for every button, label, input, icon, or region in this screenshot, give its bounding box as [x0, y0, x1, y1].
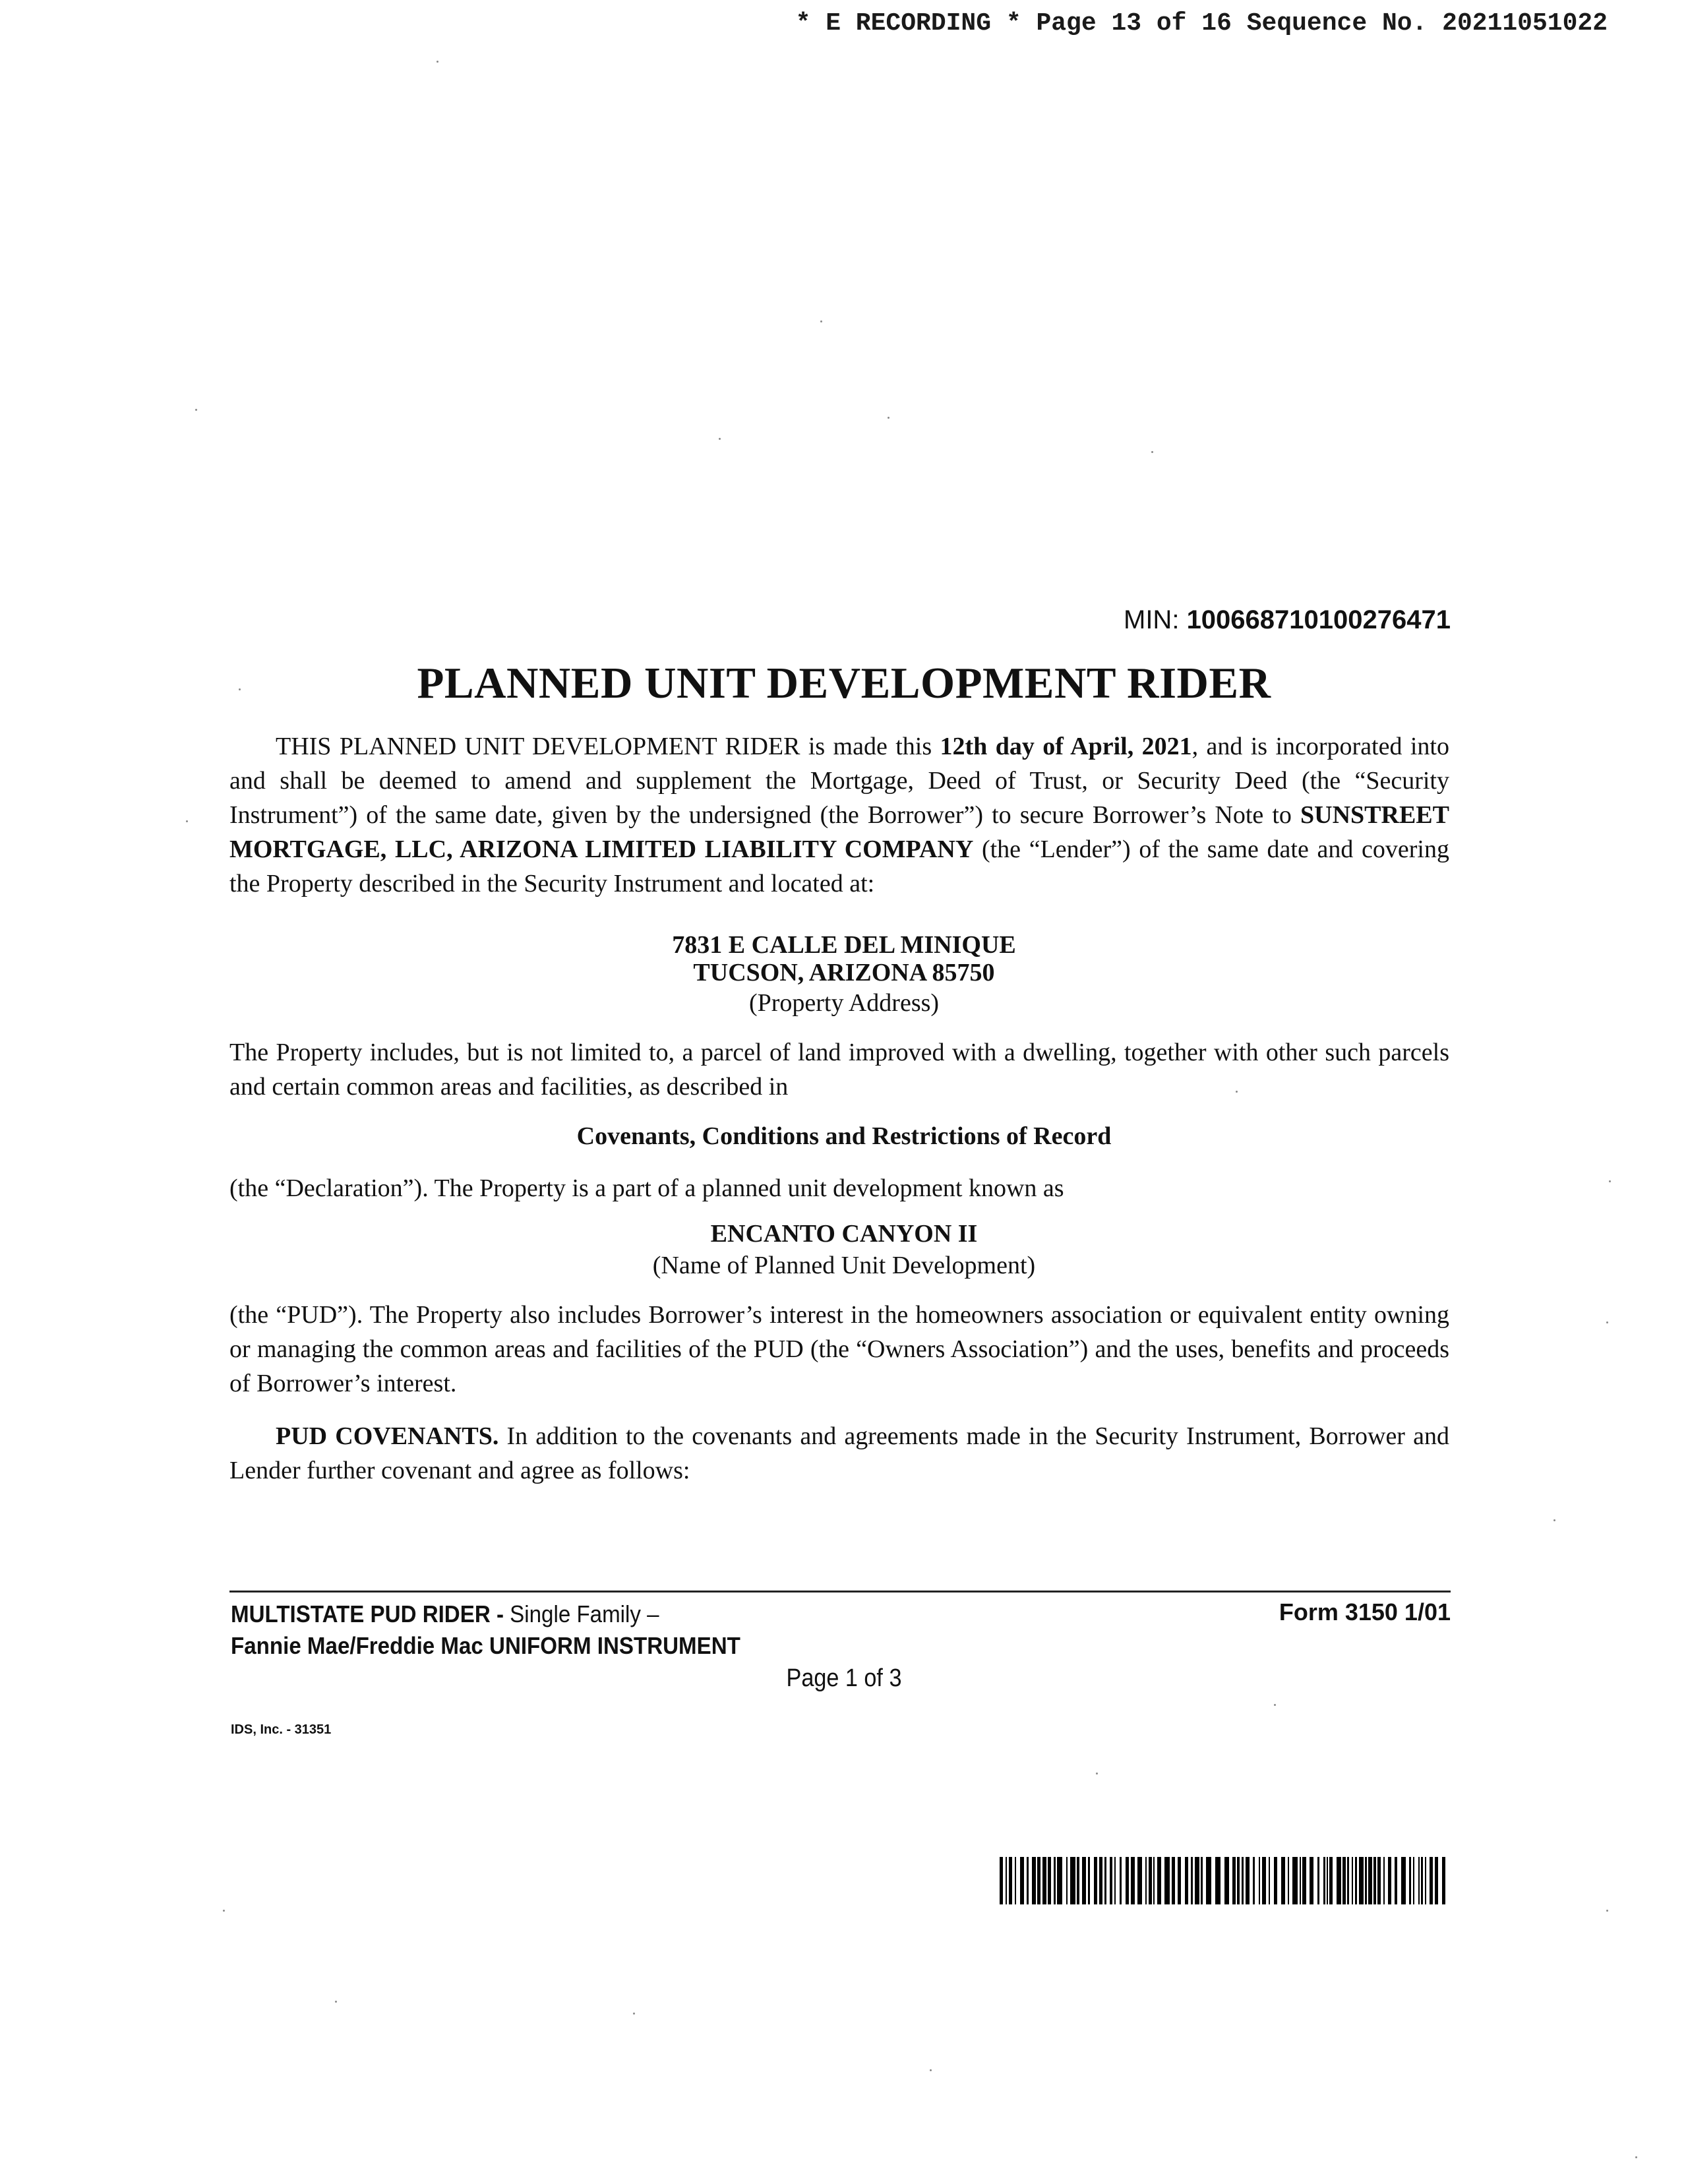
barcode-bar — [1242, 1857, 1244, 1904]
barcode-bar — [1329, 1857, 1333, 1904]
rider-date: 12th day of April, 2021 — [940, 733, 1192, 760]
property-address-line1: 7831 E CALLE DEL MINIQUE — [672, 931, 1016, 959]
includes-paragraph: The Property includes, but is not limited to, a parcel of land improved with a dwelling, together with other such parcels and certain common areas and facilities, as described in — [229, 1039, 1449, 1101]
barcode-bar — [1172, 1857, 1175, 1904]
barcode-bar — [1317, 1857, 1319, 1904]
barcode-bar — [1185, 1857, 1188, 1904]
scan-speck — [820, 320, 822, 322]
barcode-bar — [1094, 1857, 1097, 1904]
barcode-bar — [1215, 1857, 1221, 1904]
barcode-bar — [1383, 1857, 1385, 1904]
barcode-bar — [1368, 1857, 1372, 1904]
barcode-bar — [1120, 1857, 1122, 1904]
scan-speck — [1096, 1773, 1098, 1774]
barcode-bar — [1347, 1857, 1349, 1904]
barcode-bar — [1401, 1857, 1406, 1904]
scan-speck — [1553, 1519, 1555, 1521]
declaration-name: Covenants, Conditions and Restrictions of Record — [576, 1122, 1112, 1150]
barcode-bar — [1425, 1857, 1426, 1904]
min-number — [0, 605, 1451, 635]
barcode-bar — [1377, 1857, 1381, 1904]
barcode-bar — [1201, 1857, 1203, 1904]
barcode-bar — [1237, 1857, 1240, 1904]
barcode-bar — [1000, 1857, 1003, 1904]
barcode-bar — [1269, 1857, 1270, 1904]
recording-header: * E RECORDING * Page 13 of 16 Sequence No. 20211051022 — [795, 9, 1608, 38]
barcode-bar — [1323, 1857, 1325, 1904]
barcode-bar — [1292, 1857, 1298, 1904]
barcode-bar — [1020, 1857, 1024, 1904]
barcode-image — [1000, 1857, 1448, 1904]
barcode-bar — [1048, 1857, 1051, 1904]
scan-speck — [335, 2001, 337, 2003]
barcode-bar — [1300, 1857, 1301, 1904]
barcode-bar — [1195, 1857, 1199, 1904]
barcode-bar — [1153, 1857, 1155, 1904]
scan-speck — [888, 417, 889, 419]
barcode-bar — [1104, 1857, 1106, 1904]
scan-speck — [223, 1910, 225, 1912]
barcode-bar — [1302, 1857, 1306, 1904]
ids-code: IDS, Inc. - 31351 — [231, 1722, 332, 1737]
barcode-bar — [1088, 1857, 1090, 1904]
barcode-bar — [1352, 1857, 1353, 1904]
pud-name-caption: (Name of Planned Unit Development) — [652, 1252, 1036, 1279]
barcode-bar — [1388, 1857, 1391, 1904]
covenants-heading: PUD COVENANTS. — [276, 1422, 499, 1450]
barcode-bar — [1430, 1857, 1433, 1904]
form-title-line2: Fannie Mae/Freddie Mac UNIFORM INSTRUMENT — [231, 1632, 740, 1659]
declaration-paragraph: (the “Declaration”). The Property is a part of a planned unit development known as — [229, 1174, 1064, 1202]
barcode-bar — [1057, 1857, 1062, 1904]
lender-name: SUNSTREET MORTGAGE, LLC, ARIZONA LIMITED LIABILITY COMPANY — [229, 801, 1449, 863]
intro-part2: , and is incorporated into and shall be deemed to amend and supplement the Mortgage, Deed of Trust, or Security Deed (the “Security Instrument”) of the same date, given by the undersigned (the Borrower”) to secure Borrower’s Note to — [229, 733, 1449, 829]
scan-speck — [930, 2069, 932, 2071]
min-label: MIN: — [1124, 605, 1180, 634]
property-address-line2: TUCSON, ARIZONA 85750 — [693, 959, 995, 986]
barcode-bar — [1224, 1857, 1229, 1904]
barcode-bar — [1164, 1857, 1170, 1904]
barcode-bar — [1070, 1857, 1075, 1904]
barcode-bar — [1246, 1857, 1250, 1904]
barcode-bar — [1342, 1857, 1346, 1904]
barcode-bar — [1032, 1857, 1036, 1904]
barcode-bar — [1327, 1857, 1328, 1904]
pud-name: ENCANTO CANYON II — [710, 1220, 978, 1248]
barcode-bar — [1114, 1857, 1116, 1904]
barcode-bar — [1042, 1857, 1046, 1904]
barcode-bar — [1259, 1857, 1260, 1904]
barcode-bar — [1418, 1857, 1420, 1904]
scan-speck — [186, 820, 188, 822]
min-value: 100668710100276471 — [1186, 605, 1451, 634]
form-number: Form 3150 1/01 — [1279, 1598, 1451, 1625]
scan-speck — [437, 61, 438, 63]
barcode-bar — [1099, 1857, 1102, 1904]
page-number: Page 1 of 3 — [786, 1664, 902, 1692]
barcode-bar — [1253, 1857, 1255, 1904]
document-title: PLANNED UNIT DEVELOPMENT RIDER — [417, 659, 1271, 708]
barcode-bar — [1365, 1857, 1367, 1904]
barcode-bar — [1178, 1857, 1181, 1904]
scan-speck — [1606, 1321, 1608, 1323]
scan-speck — [1635, 2156, 1637, 2158]
barcode-bar — [1131, 1857, 1135, 1904]
barcode-bar — [1191, 1857, 1193, 1904]
barcode-bar — [1359, 1857, 1364, 1904]
barcode-bar — [1137, 1857, 1142, 1904]
scan-speck — [1606, 1910, 1608, 1912]
barcode-bar — [1413, 1857, 1414, 1904]
scan-speck — [239, 688, 241, 690]
barcode-bar — [1006, 1857, 1007, 1904]
intro-part3: (the “Lender”) of the same date and covering the Property described in the Security Instrument and located at: — [229, 835, 1449, 897]
barcode-bar — [1077, 1857, 1079, 1904]
barcode-bar — [1145, 1857, 1147, 1904]
barcode-bar — [1149, 1857, 1152, 1904]
covenants-paragraph — [229, 1419, 1449, 1488]
barcode-bar — [1037, 1857, 1040, 1904]
scan-speck — [633, 2013, 635, 2015]
barcode-bar — [1262, 1857, 1266, 1904]
form-title-bold: MULTISTATE PUD RIDER - — [231, 1600, 510, 1627]
scan-speck — [195, 409, 197, 411]
scan-speck — [719, 438, 721, 440]
pud-paragraph: (the “PUD”). The Property also includes Borrower’s interest in the homeowners association or equivalent entity owning or managing the common areas and facilities of the PUD (the “Owners Association”) and the uses, benefits and proceeds of Borrower’s interest. — [229, 1301, 1449, 1397]
barcode-bar — [1082, 1857, 1086, 1904]
footer-rule — [229, 1591, 1451, 1592]
scan-speck — [1151, 451, 1153, 453]
scan-speck — [1236, 1091, 1238, 1093]
barcode-bar — [1126, 1857, 1129, 1904]
barcode-bar — [1009, 1857, 1012, 1904]
barcode-bar — [1288, 1857, 1289, 1904]
barcode-bar — [1421, 1857, 1423, 1904]
intro-part1: THIS PLANNED UNIT DEVELOPMENT RIDER is made this — [276, 733, 940, 760]
barcode-bar — [1395, 1857, 1397, 1904]
covenants-text: In addition to the covenants and agreements made in the Security Instrument, Borrower and Lender further covenant and agree as follows: — [229, 1422, 1449, 1484]
barcode-bar — [1355, 1857, 1357, 1904]
barcode-bar — [1373, 1857, 1376, 1904]
barcode-bar — [1110, 1857, 1112, 1904]
property-address-caption: (Property Address) — [748, 989, 940, 1017]
barcode-bar — [1409, 1857, 1411, 1904]
barcode-bar — [1310, 1857, 1313, 1904]
barcode-bar — [1274, 1857, 1277, 1904]
barcode-bar — [1054, 1857, 1056, 1904]
barcode-bar — [1206, 1857, 1211, 1904]
barcode-bar — [1157, 1857, 1161, 1904]
barcode-bar — [1281, 1857, 1285, 1904]
barcode-bar — [1337, 1857, 1341, 1904]
scan-speck — [1609, 1180, 1611, 1182]
barcode-bar — [1232, 1857, 1236, 1904]
barcode-bar — [1015, 1857, 1016, 1904]
barcode-bar — [1442, 1857, 1445, 1904]
form-title-rest: Single Family – — [510, 1600, 659, 1627]
barcode-bar — [1027, 1857, 1029, 1904]
scan-speck — [1274, 1704, 1276, 1706]
barcode-bar — [1435, 1857, 1438, 1904]
barcode-bar — [1066, 1857, 1068, 1904]
intro-paragraph — [229, 729, 1449, 901]
